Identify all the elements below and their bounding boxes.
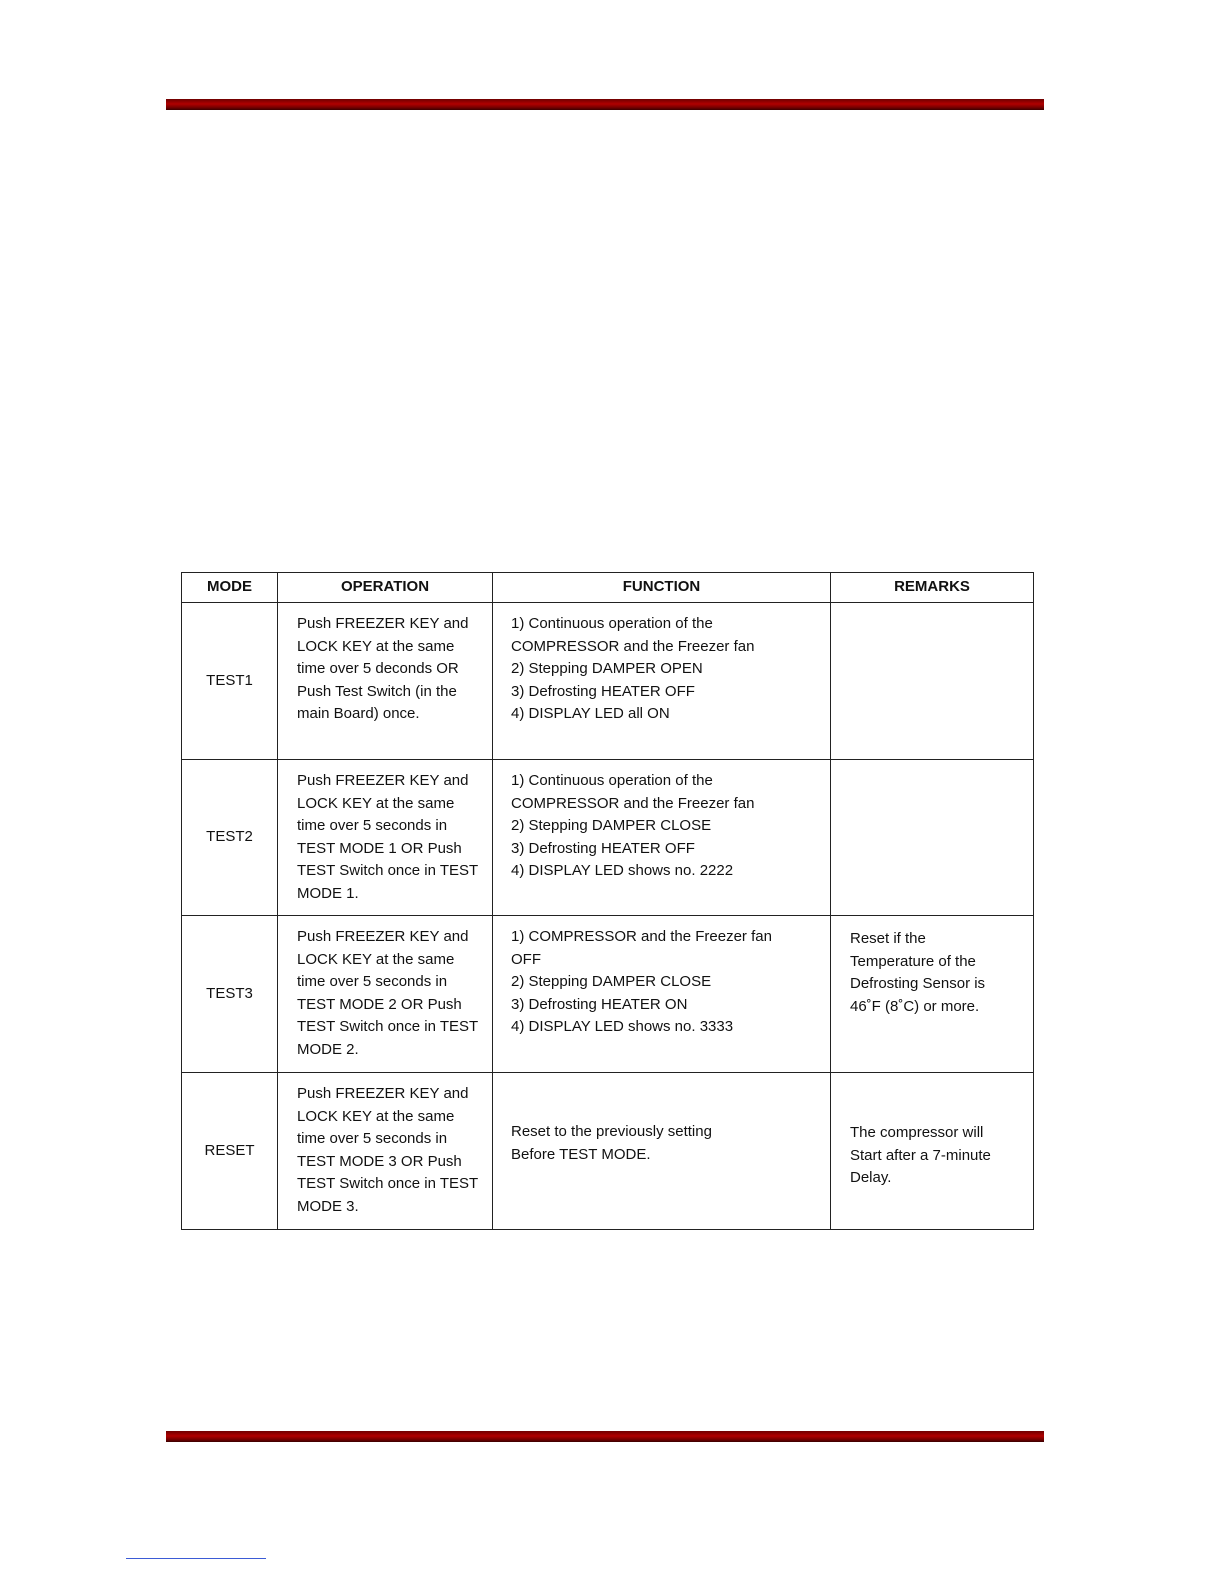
mode-cell: TEST3 xyxy=(182,916,278,1073)
function-cell xyxy=(493,603,831,760)
header-function: FUNCTION xyxy=(493,573,831,603)
remarks-text xyxy=(831,760,1033,772)
remarks-cell xyxy=(831,1073,1034,1230)
footer-rule xyxy=(166,1431,1044,1442)
function-cell xyxy=(493,916,831,1073)
header-operation: OPERATION xyxy=(278,573,493,603)
header-rule xyxy=(166,99,1044,110)
remarks-text xyxy=(831,603,1033,615)
function-text: 1) COMPRESSOR and the Freezer fan OFF 2) Stepping DAMPER CLOSE 3) Defrosting HEATER ON 4) DISPLAY LED shows no. 3333 xyxy=(511,928,772,1035)
mode-cell: RESET xyxy=(182,1073,278,1230)
function-text: Reset to the previously setting Before TEST MODE. xyxy=(511,1123,712,1163)
remarks-cell xyxy=(831,760,1034,916)
remarks-cell xyxy=(831,916,1034,1073)
footer-link-underline xyxy=(126,1558,266,1559)
header-mode: MODE xyxy=(182,573,278,603)
operation-cell xyxy=(278,1073,493,1230)
operation-text: Push FREEZER KEY and LOCK KEY at the same time over 5 deconds OR Push Test Switch (in the main Board) once. xyxy=(297,615,469,722)
table-row xyxy=(182,760,1034,916)
operation-text: Push FREEZER KEY and LOCK KEY at the same time over 5 seconds in TEST MODE 1 OR Push TEST Switch once in TEST MODE 1. xyxy=(297,772,479,902)
operation-text: Push FREEZER KEY and LOCK KEY at the same time over 5 seconds in TEST MODE 2 OR Push TEST Switch once in TEST MODE 2. xyxy=(297,928,479,1058)
mode-cell: TEST1 xyxy=(182,603,278,760)
header-remarks: REMARKS xyxy=(831,573,1034,603)
function-text: 1) Continuous operation of the COMPRESSOR and the Freezer fan 2) Stepping DAMPER OPEN 3) Defrosting HEATER OFF 4) DISPLAY LED all ON xyxy=(511,615,755,722)
table-row xyxy=(182,1073,1034,1230)
function-cell xyxy=(493,760,831,916)
test-mode-table xyxy=(181,572,1034,1230)
table-row xyxy=(182,916,1034,1073)
function-text: 1) Continuous operation of the COMPRESSOR and the Freezer fan 2) Stepping DAMPER CLOSE 3) Defrosting HEATER OFF 4) DISPLAY LED shows no. 2222 xyxy=(511,772,755,879)
operation-text: Push FREEZER KEY and LOCK KEY at the same time over 5 seconds in TEST MODE 3 OR Push TEST Switch once in TEST MODE 3. xyxy=(297,1085,479,1215)
operation-cell xyxy=(278,916,493,1073)
remarks-cell xyxy=(831,603,1034,760)
function-cell xyxy=(493,1073,831,1230)
mode-cell: TEST2 xyxy=(182,760,278,916)
remarks-text: Reset if the Temperature of the Defrosting Sensor is 46˚F (8˚C) or more. xyxy=(850,930,986,1015)
operation-cell xyxy=(278,603,493,760)
remarks-text: The compressor will Start after a 7-minute Delay. xyxy=(850,1124,991,1186)
table-row xyxy=(182,603,1034,760)
operation-cell xyxy=(278,760,493,916)
table-header-row xyxy=(182,573,1034,603)
